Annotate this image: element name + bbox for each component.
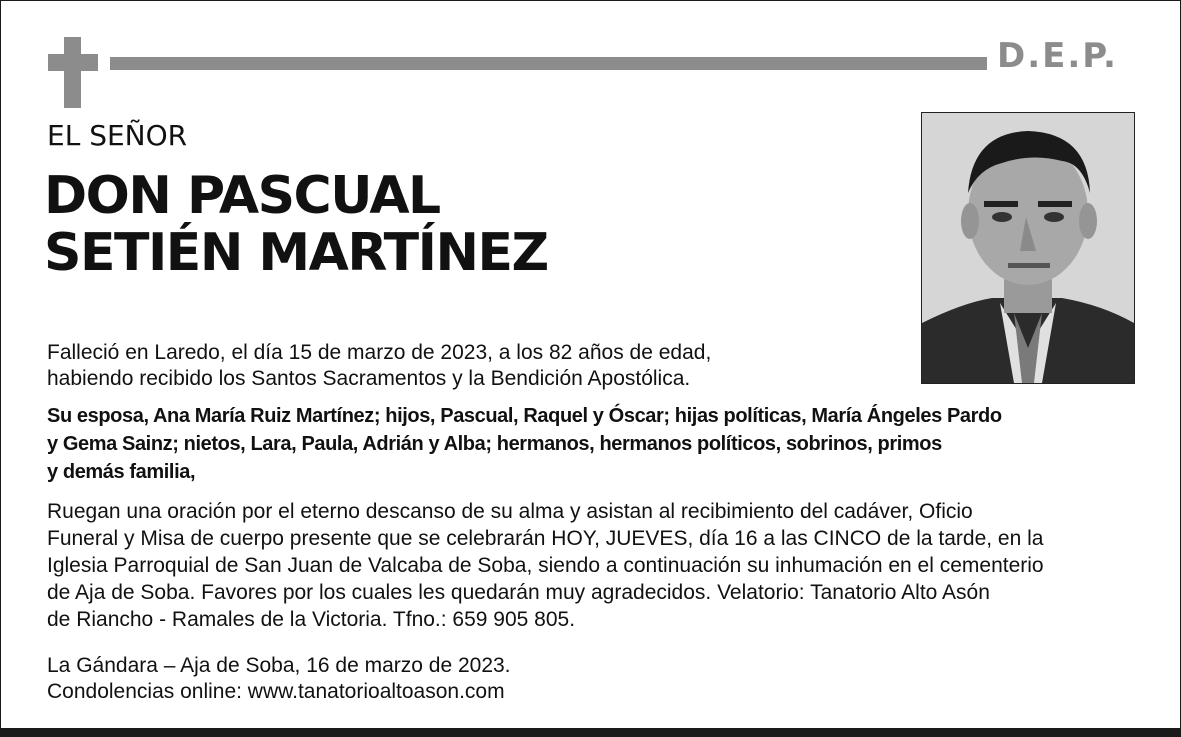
death-notice-line: Falleció en Laredo, el día 15 de marzo de 2023, a los 82 años de edad, (47, 341, 712, 364)
family-line: y demás familia, (47, 461, 196, 483)
cross-icon (64, 37, 81, 108)
place-date: La Gándara – Aja de Soba, 16 de marzo de 2023. (47, 654, 511, 677)
request-line: Ruegan una oración por el eterno descanso de su alma y asistan al recibimiento del cadáver, Oficio (47, 500, 973, 523)
portrait-photo (921, 112, 1135, 384)
request-line: de Riancho - Ramales de la Victoria. Tfno.: 659 905 805. (47, 608, 576, 631)
request-line: Funeral y Misa de cuerpo presente que se celebrarán HOY, JUEVES, día 16 a las CINCO de la tarde, en la (47, 527, 1044, 550)
family-line: y Gema Sainz; nietos, Lara, Paula, Adrián y Alba; hermanos, hermanos políticos, sobrinos, primos (47, 433, 942, 455)
death-notice (47, 340, 907, 392)
honorific-title: EL SEÑOR (47, 119, 188, 152)
condolences-link: Condolencias online: www.tanatorioaltoason.com (47, 680, 505, 703)
portrait-image (922, 113, 1134, 383)
name-line-1: DON PASCUAL (44, 166, 440, 226)
deceased-name (44, 168, 548, 282)
death-notice-line: habiendo recibido los Santos Sacramentos y la Bendición Apostólica. (47, 367, 691, 390)
header-rule (110, 57, 987, 70)
family-line: Su esposa, Ana María Ruiz Martínez; hijos, Pascual, Raquel y Óscar; hijas políticas, María Ángeles Pardo (47, 405, 1002, 427)
funeral-request (47, 498, 1157, 633)
family-list (47, 402, 1157, 486)
request-line: de Aja de Soba. Favores por los cuales les quedarán muy agradecidos. Velatorio: Tanatorio Alto Asón (47, 581, 990, 604)
cross-icon-bar (48, 54, 98, 71)
bottom-rule (0, 728, 1181, 737)
name-line-2: SETIÉN MARTÍNEZ (44, 223, 548, 283)
dep-label: D.E.P. (997, 36, 1118, 76)
request-line: Iglesia Parroquial de San Juan de Valcaba de Soba, siendo a continuación su inhumación en el cementerio (47, 554, 1044, 577)
footer-info (47, 653, 947, 705)
